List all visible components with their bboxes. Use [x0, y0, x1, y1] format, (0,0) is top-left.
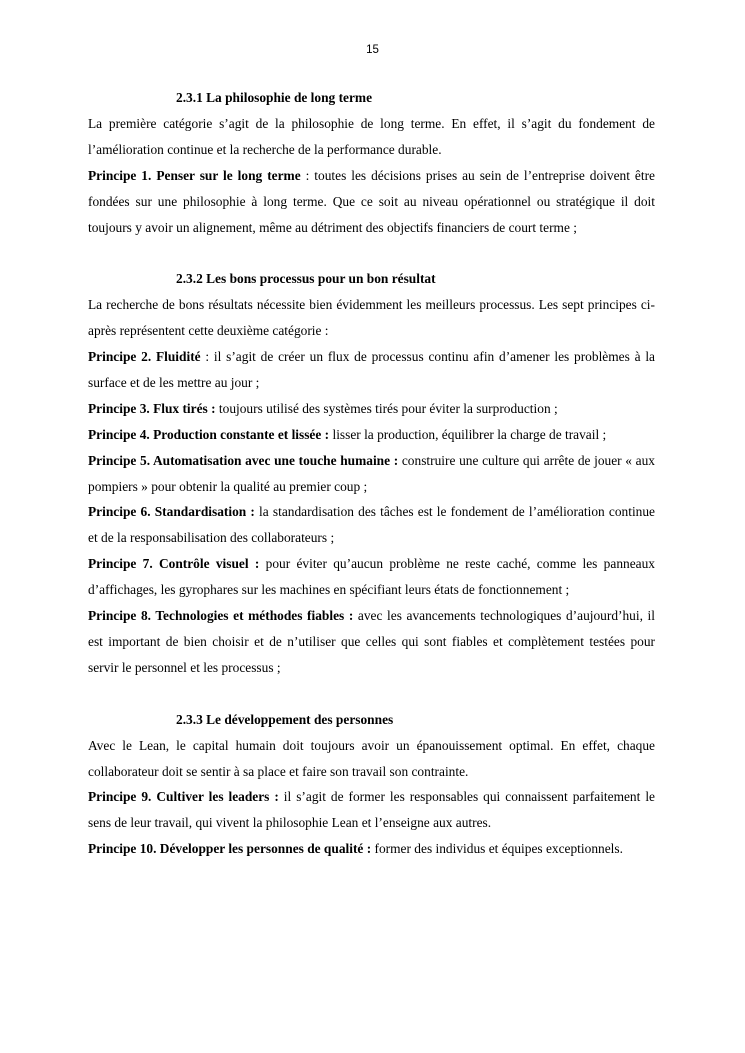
section-heading-2-3-3: 2.3.3 Le développement des personnes	[176, 711, 394, 727]
document-body	[88, 85, 655, 862]
principle-10	[88, 836, 655, 862]
principle-title: Principe 5. Automatisation avec une touche humaine :	[88, 452, 399, 468]
principle-6	[88, 499, 655, 551]
principle-4	[88, 422, 655, 448]
section-heading-2-3-1: 2.3.1 La philosophie de long terme	[176, 90, 373, 105]
principle-8	[88, 603, 655, 681]
principle-text: toujours utilisé des systèmes tirés pour éviter la surproduction ;	[215, 400, 558, 416]
principle-text: former des individus et équipes exceptionnels.	[371, 841, 623, 857]
section-heading-2-3-2: 2.3.2 Les bons processus pour un bon résultat	[176, 271, 436, 287]
principle-3	[88, 396, 655, 422]
principle-text: avec les avancements technologiques d’aujourd’hui, il est important de bien choisir et de n’utiliser que celles qui sont fiables et complètement testées pour servir le personnel et les processus ;	[88, 608, 655, 675]
principle-5	[88, 448, 655, 500]
principle-text: construire une culture qui arrête de jouer « aux pompiers » pour obtenir la qualité au premier coup ;	[88, 452, 655, 494]
principle-title: Principe 2. Fluidité	[88, 349, 201, 365]
principle-text: lisser la production, équilibrer la charge de travail ;	[329, 426, 607, 442]
principle-title: Principe 10. Développer les personnes de qualité :	[88, 841, 372, 857]
principle-text: : toutes les décisions prises au sein de l’entreprise doivent être fondées sur une philosophie à long terme. Que ce soit au niveau opérationnel ou stratégique il doit toujours y avoir un alignement, même au détriment des objectifs financiers de court terme ;	[88, 167, 656, 235]
principle-title: Principe 1. Penser sur le long terme	[88, 167, 301, 183]
principle-title: Principe 7. Contrôle visuel :	[88, 556, 260, 572]
principle-text: pour éviter qu’aucun problème ne reste caché, comme les panneaux d’affichages, les gyrophares sur les machines en spécifiant leurs états de fonctionnement ;	[88, 556, 655, 598]
principle-2	[88, 344, 655, 396]
section-intro: La recherche de bons résultats nécessite bien évidemment les meilleurs processus. Les sept principes ci-après représentent cette deuxième catégorie :	[88, 297, 655, 339]
principle-text: la standardisation des tâches est le fondement de l’amélioration continue et de la responsabilisation des collaborateurs ;	[88, 504, 656, 546]
principle-title: Principe 8. Technologies et méthodes fiables :	[88, 608, 354, 624]
principle-text: : il s’agit de créer un flux de processus continu afin d’amener les problèmes à la surface et de les mettre au jour ;	[88, 349, 655, 390]
section-intro: La première catégorie s’agit de la philosophie de long terme. En effet, il s’agit du fondement de l’amélioration continue et la recherche de la performance durable.	[88, 115, 655, 157]
principle-9	[88, 784, 655, 836]
spacer	[88, 240, 655, 266]
principle-title: Principe 3. Flux tirés :	[88, 400, 216, 416]
principle-title: Principe 6. Standardisation :	[88, 504, 255, 520]
principle-1	[88, 163, 655, 241]
page-number: 15	[366, 44, 379, 56]
principle-7	[88, 551, 655, 603]
section-intro: Avec le Lean, le capital humain doit toujours avoir un épanouissement optimal. En effet, chaque collaborateur doit se sentir à sa place et faire son travail son contrainte.	[88, 737, 655, 779]
principle-title: Principe 9. Cultiver les leaders :	[88, 789, 279, 805]
principle-title: Principe 4. Production constante et lissée :	[88, 426, 330, 442]
spacer	[88, 681, 655, 707]
principle-text: il s’agit de former les responsables qui connaissent parfaitement le sens de leur travail, qui vivent la philosophie Lean et l’enseigne aux autres.	[88, 789, 655, 831]
